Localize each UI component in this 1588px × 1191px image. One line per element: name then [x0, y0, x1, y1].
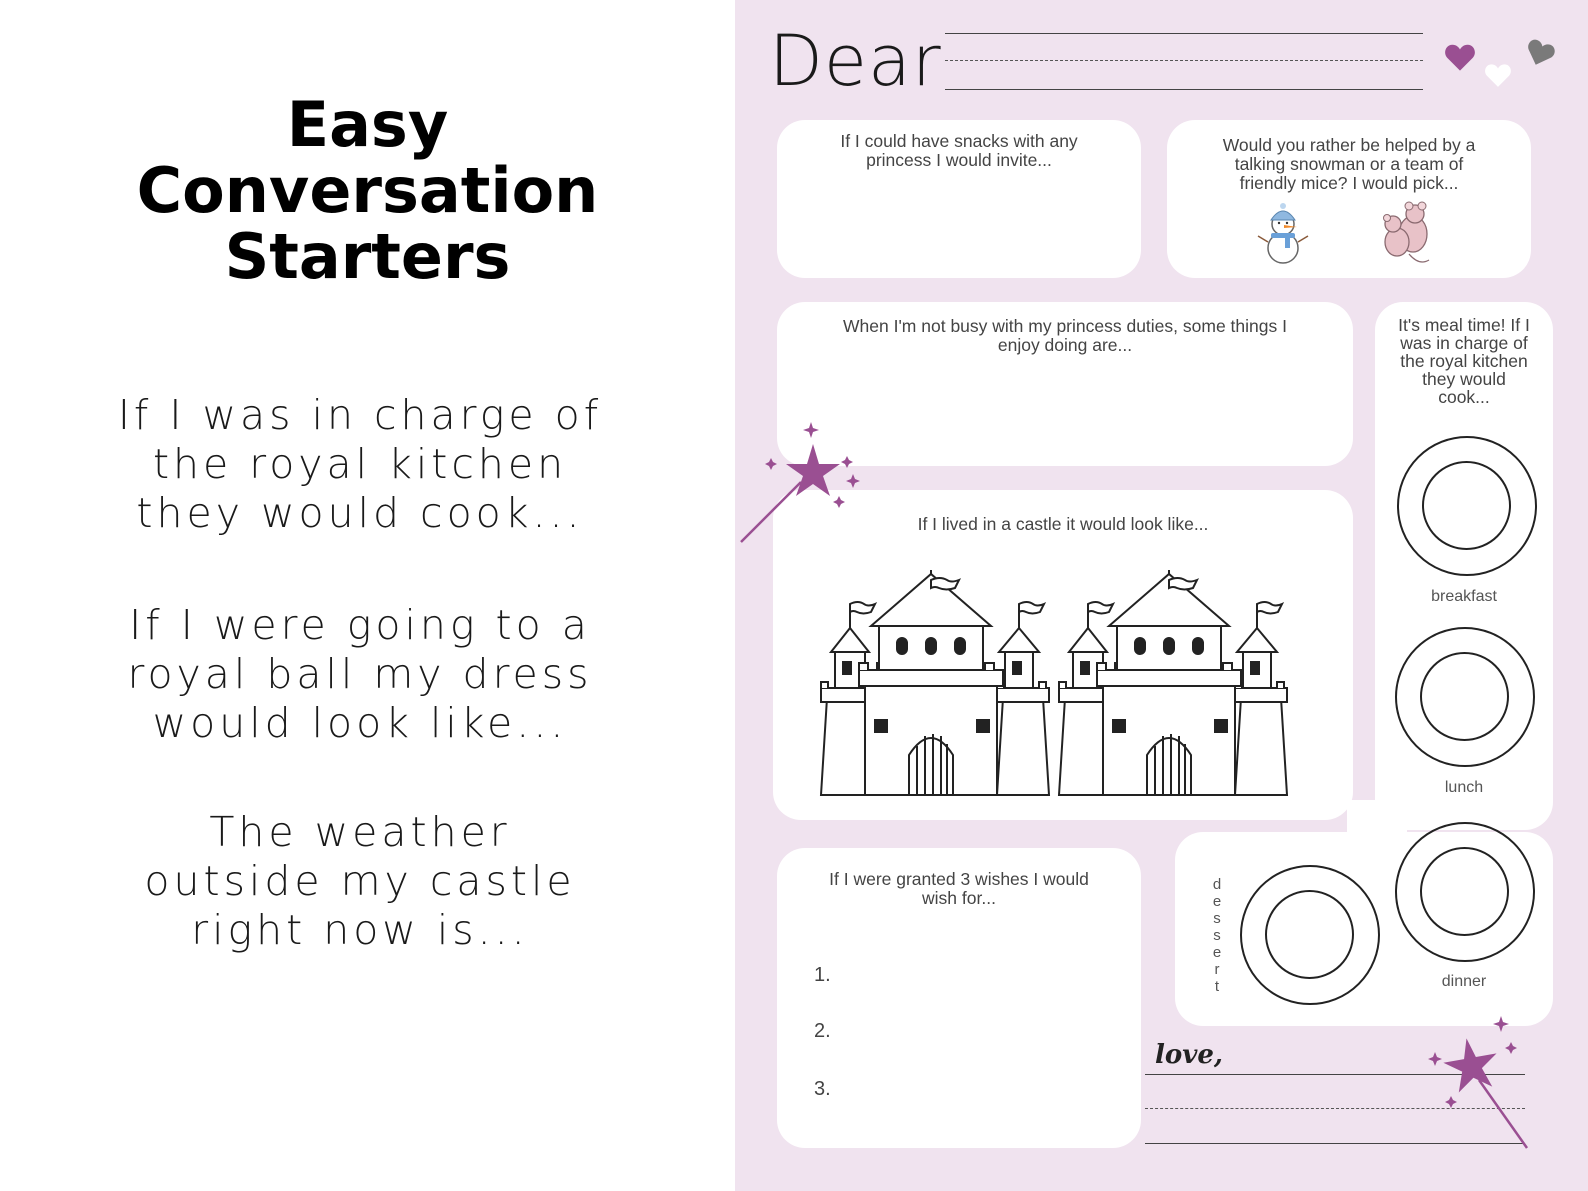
- dessert-plate[interactable]: [1240, 865, 1380, 1005]
- dessert-letter: d: [1212, 876, 1222, 893]
- starter-1-line-1: If I was in charge of: [117, 391, 603, 439]
- breakfast-label: breakfast: [1431, 588, 1497, 605]
- wish-number-2: 2.: [814, 1020, 831, 1042]
- lunch-plate-inner: [1420, 652, 1509, 741]
- starter-3: [90, 808, 630, 955]
- dessert-letter: s: [1213, 927, 1221, 944]
- meal-line-5: cook...: [1438, 387, 1490, 407]
- wyr-line-1: Would you rather be helped by a: [1222, 135, 1476, 155]
- duties-line-1: When I'm not busy with my princess duties, some things I: [843, 316, 1287, 336]
- dinner-plate-inner: [1420, 847, 1509, 936]
- breakfast-plate[interactable]: [1397, 436, 1537, 576]
- snacks-box[interactable]: [777, 120, 1141, 278]
- dessert-letter: t: [1214, 978, 1220, 995]
- would-you-rather-prompt: [1181, 136, 1517, 193]
- snacks-prompt-line-2: princess I would invite...: [866, 150, 1052, 170]
- dinner-label: dinner: [1441, 973, 1487, 990]
- castle-illustration: [813, 570, 1293, 800]
- starter-3-line-1: The weather: [209, 808, 511, 856]
- snowman-illustration[interactable]: [1255, 200, 1311, 266]
- magic-wand-icon: [735, 418, 875, 548]
- dessert-plate-inner: [1265, 890, 1354, 979]
- greeting-dear: Dear: [769, 20, 942, 102]
- duties-line-2: enjoy doing are...: [997, 335, 1133, 355]
- meal-line-3: the royal kitchen: [1400, 351, 1528, 371]
- heart-icon: [1443, 42, 1477, 72]
- signoff-love: love,: [1155, 1040, 1223, 1070]
- wishes-box[interactable]: [777, 848, 1141, 1148]
- letter-worksheet: [735, 0, 1588, 1191]
- dessert-letter: e: [1212, 893, 1222, 910]
- dessert-letter: e: [1212, 944, 1222, 961]
- dessert-letter: s: [1213, 910, 1221, 927]
- breakfast-plate-inner: [1422, 461, 1511, 550]
- starter-2-line-1: If I were going to a: [129, 601, 591, 649]
- title-line-2: Conversation: [136, 154, 599, 227]
- starter-3-line-2: outside my castle: [144, 857, 576, 905]
- starter-1-line-2: the royal kitchen: [152, 440, 568, 488]
- wishes-line-1: If I were granted 3 wishes I would: [829, 869, 1089, 889]
- dear-line-dashed: [945, 60, 1423, 61]
- wishes-prompt: [791, 870, 1127, 908]
- starter-1: [90, 391, 630, 538]
- would-you-rather-box[interactable]: [1167, 120, 1531, 278]
- magic-wand-icon: [1427, 1014, 1537, 1154]
- heart-icon: [1525, 38, 1555, 68]
- meal-line-1: It's meal time! If I: [1398, 315, 1530, 335]
- dessert-letter: r: [1214, 961, 1220, 978]
- title-line-3: Starters: [224, 220, 511, 293]
- starter-2-line-2: royal ball my dress: [127, 650, 593, 698]
- dear-line-top: [945, 33, 1423, 34]
- title-line-1: Easy: [286, 88, 449, 161]
- castle-prompt: If I lived in a castle it would look like...: [917, 514, 1209, 534]
- starter-2-line-3: would look like...: [152, 699, 568, 747]
- wish-number-1: 1.: [814, 964, 831, 986]
- wyr-line-3: friendly mice? I would pick...: [1239, 173, 1459, 193]
- heart-icon: [1483, 62, 1513, 88]
- starter-1-line-3: they would cook...: [136, 489, 584, 537]
- duties-prompt: [791, 317, 1339, 355]
- snacks-prompt-line-1: If I could have snacks with any: [840, 131, 1078, 151]
- dear-line-bottom: [945, 89, 1423, 90]
- snacks-prompt: [791, 132, 1127, 170]
- starter-3-line-3: right now is...: [191, 906, 529, 954]
- meal-line-2: was in charge of: [1400, 333, 1528, 353]
- dessert-label: [1210, 876, 1224, 995]
- mice-illustration[interactable]: [1379, 200, 1435, 272]
- left-panel: [0, 0, 735, 1191]
- meal-box-join: [1347, 800, 1407, 860]
- starter-2: [90, 601, 630, 748]
- wish-number-3: 3.: [814, 1078, 831, 1100]
- wishes-line-2: wish for...: [922, 888, 996, 908]
- lunch-plate[interactable]: [1395, 627, 1535, 767]
- wyr-line-2: talking snowman or a team of: [1234, 154, 1464, 174]
- dinner-plate[interactable]: [1395, 822, 1535, 962]
- lunch-label: lunch: [1444, 779, 1484, 796]
- meal-line-4: they would: [1422, 369, 1506, 389]
- meal-prompt: [1381, 316, 1547, 406]
